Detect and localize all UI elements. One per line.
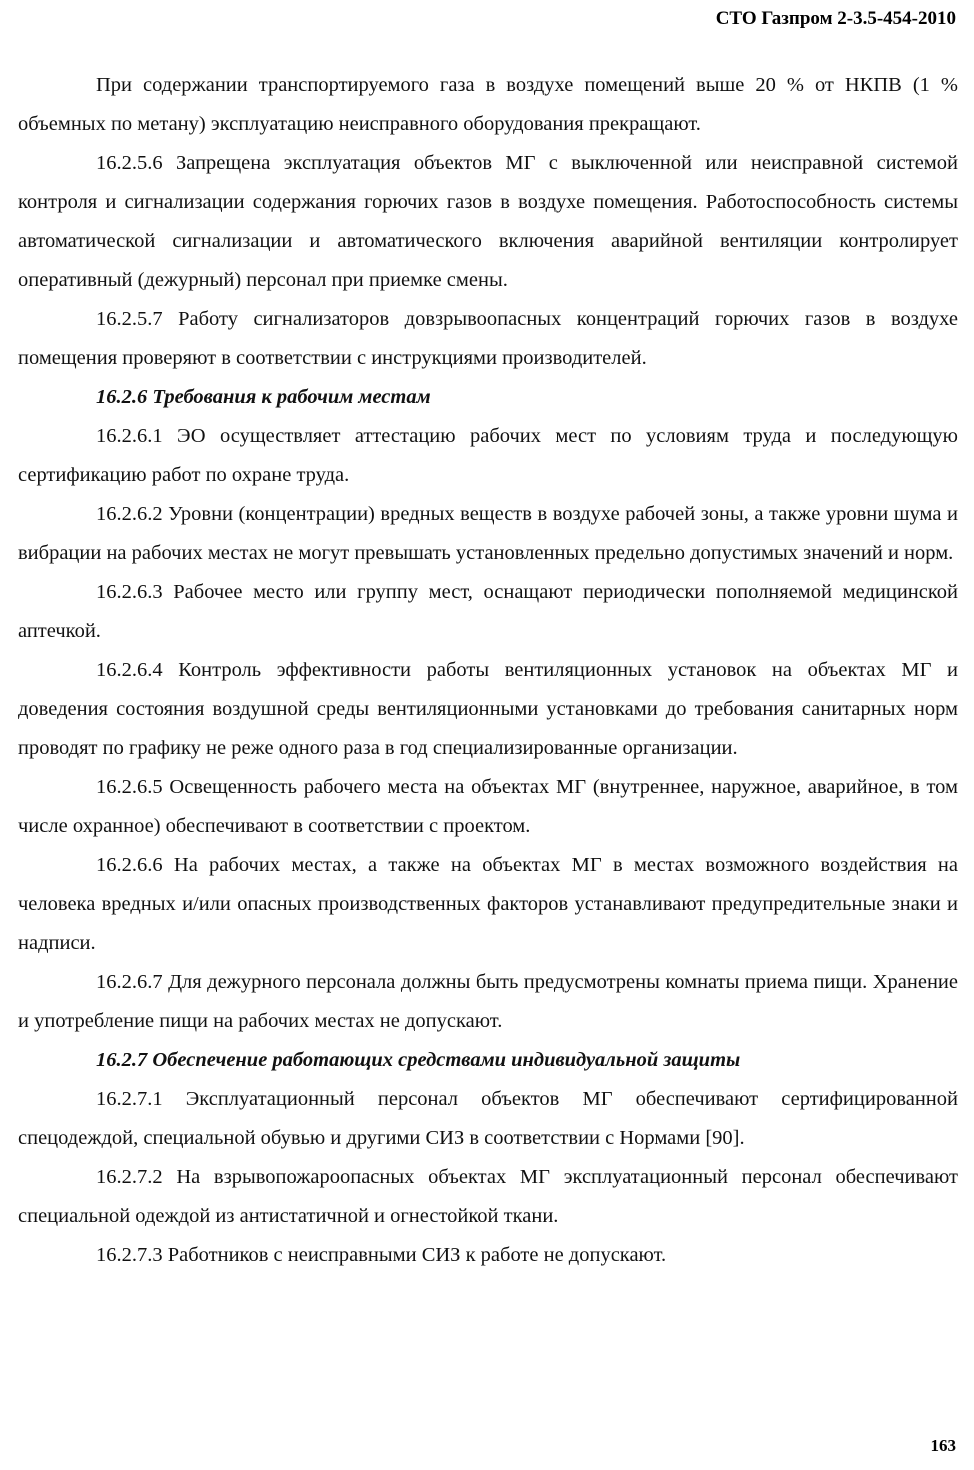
paragraph: 16.2.7.1 Эксплуатационный персонал объектов МГ обеспечивают сертифицированной спецодеждой, специальной обувью и другими СИЗ в соответствии с Нормами [90]. [18,1088,958,1149]
paragraph: 16.2.6.4 Контроль эффективности работы вентиляционных установок на объектах МГ и доведения состояния воздушной среды вентиляционными установками до требования санитарных норм проводят по графику не реже одного раза в год специализированные организации. [18,659,958,759]
page-number: 163 [930,1436,956,1455]
paragraph: 16.2.5.6 Запрещена эксплуатация объектов МГ с выключенной или неисправной системой контроля и сигнализации содержания горючих газов в воздухе помещения. Работоспособность системы автоматической сигнализации и автоматического включения аварийной вентиляции контролирует оперативный (дежурный) персонал при приемке смены. [18,152,958,291]
paragraph: При содержании транспортируемого газа в воздухе помещений выше 20 % от НКПВ (1 % объемных по метану) эксплуатацию неисправного оборудования прекращают. [18,74,958,135]
document-code-header: СТО Газпром 2-3.5-454-2010 [715,8,956,29]
paragraph: 16.2.6.7 Для дежурного персонала должны быть предусмотрены комнаты приема пищи. Хранение и употребление пищи на рабочих местах не допускают. [18,971,958,1032]
paragraph: 16.2.5.7 Работу сигнализаторов довзрывоопасных концентраций горючих газов в воздухе помещения проверяют в соответствии с инструкциями производителей. [18,308,958,369]
paragraph: 16.2.6.5 Освещенность рабочего места на объектах МГ (внутреннее, наружное, аварийное, в том числе охранное) обеспечивают в соответствии с проектом. [18,776,958,837]
paragraph: 16.2.6.3 Рабочее место или группу мест, оснащают периодически пополняемой медицинской аптечкой. [18,581,958,642]
paragraph: 16.2.7.2 На взрывопожароопасных объектах МГ эксплуатационный персонал обеспечивают специальной одеждой из антистатичной и огнестойкой ткани. [18,1166,958,1227]
paragraph: 16.2.6.1 ЭО осуществляет аттестацию рабочих мест по условиям труда и последующую сертификацию работ по охране труда. [18,425,958,486]
paragraph: 16.2.6.2 Уровни (концентрации) вредных веществ в воздухе рабочей зоны, а также уровни шума и вибрации на рабочих местах не могут превышать установленных предельно допустимых значений и норм. [18,503,958,564]
section-heading: 16.2.6 Требования к рабочим местам [96,386,431,408]
document-body [18,66,958,1275]
paragraph: 16.2.6.6 На рабочих местах, а также на объектах МГ в местах возможного воздействия на человека вредных и/или опасных производственных факторов устанавливают предупредительные знаки и надписи. [18,854,958,954]
paragraph: 16.2.7.3 Работников с неисправными СИЗ к работе не допускают. [96,1244,667,1266]
section-heading: 16.2.7 Обеспечение работающих средствами индивидуальной защиты [96,1049,741,1071]
